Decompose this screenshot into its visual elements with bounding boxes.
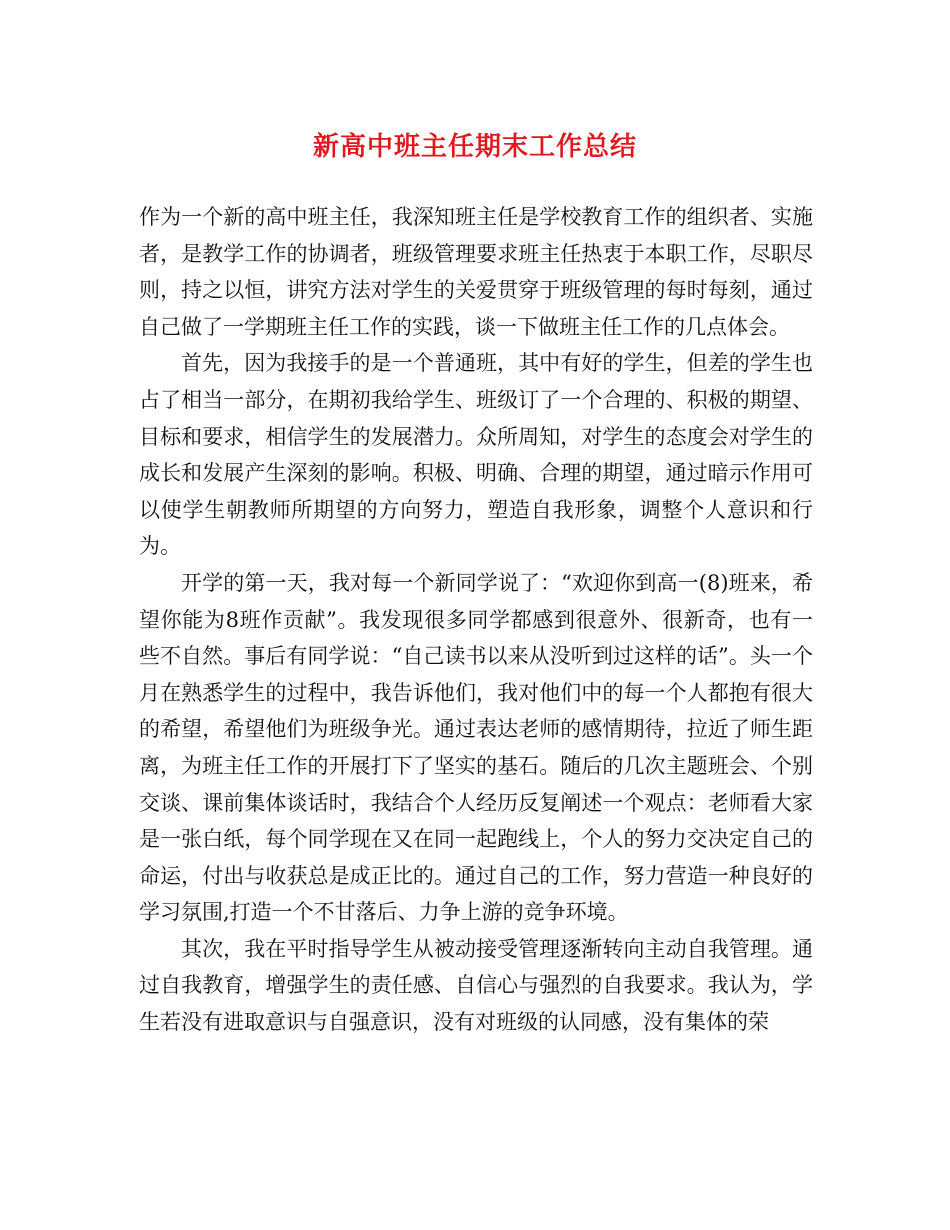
document-title: 新高中班主任期末工作总结 [312, 132, 637, 162]
paragraph-4: 其次，我在平时指导学生从被动接受管理逐渐转向主动自我管理。通过自我教育，增强学生的责任感、自信心与强烈的自我要求。我认为，学生若没有进取意识与自强意识，没有对班级的认同感，没有集体的荣 [139, 936, 813, 1035]
paragraph-1: 作为一个新的高中班主任，我深知班主任是学校教育工作的组织者、实施者，是教学工作的协调者，班级管理要求班主任热衷于本职工作，尽职尽则，持之以恒，讲究方法对学生的关爱贯穿于班级管理的每时每刻，通过自己做了一学期班主任工作的实践，谈一下做班主任工作的几点体会。 [139, 205, 813, 339]
paragraph-2: 首先，因为我接手的是一个普通班，其中有好的学生，但差的学生也占了相当一部分，在期初我给学生、班级订了一个合理的、积极的期望、目标和要求，相信学生的发展潜力。众所周知，对学生的态度会对学生的成长和发展产生深刻的影响。积极、明确、合理的期望，通过暗示作用可以使学生朝教师所期望的方向努力，塑造自我形象，调整个人意识和行为。 [139, 351, 813, 559]
document-body [139, 199, 813, 1041]
paragraph-3: 开学的第一天，我对每一个新同学说了：“欢迎你到高一(8)班来，希望你能为8班作贡献”。我发现很多同学都感到很意外、很新奇，也有一些不自然。事后有同学说：“自己读书以来从没听到过这样的话”。头一个月在熟悉学生的过程中，我告诉他们，我对他们中的每一个人都抱有很大的希望，希望他们为班级争光。通过表达老师的感情期待，拉近了师生距离，为班主任工作的开展打下了坚实的基石。随后的几次主题班会、个别交谈、课前集体谈话时，我结合个人经历反复阐述一个观点：老师看大家是一张白纸，每个同学现在又在同一起跑线上，个人的努力交决定自己的命运，付出与收获总是成正比的。通过自己的工作，努力营造一种良好的学习氛围,打造一个不甘落后、力争上游的竞争环境。 [139, 570, 813, 925]
